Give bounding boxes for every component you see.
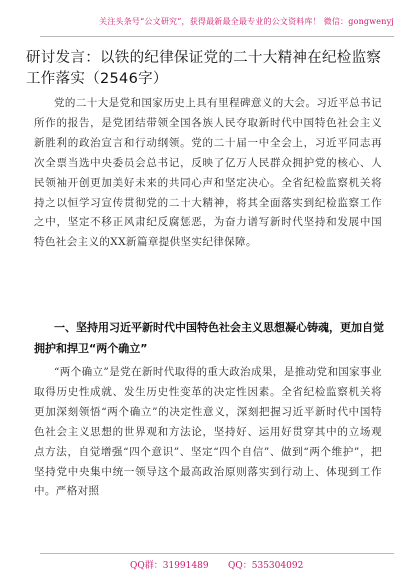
- header-banner-text: 关注头条号“公文研究”，获得最新最全最专业的公文资料库！ 微信：gongwenyj: [99, 17, 394, 26]
- paragraph-section-1: “两个确立”是党在新时代取得的重大政治成果，是推动党和国家事业取得历史性成就、发生历史性变革的决定性因素。全省纪检监察机关将更加深刻领悟“两个确立”的决定性意义，深刻把握习近平新时代中国特色社会主义思想的世界观和方法论，坚持好、运用好贯穿其中的立场观点方法，自觉增强“四个意识”、坚定“四个自信”、做到“两个维护”，把坚持党中央集中统一领导这个最高政治原则落实到行动上、体现到工作中。严格对照: [34, 366, 382, 498]
- footer-qq-contact: QQ：535304092: [228, 561, 304, 571]
- paragraph-intro: 党的二十大是党和国家历史上具有里程碑意义的大会。习近平总书记所作的报告，是党团结带领全国各族人民夺取新时代中国特色社会主义新胜利的政治宣言和行动纲领。党的二十届一中全会上，习近平同志再次全票当选中央委员会总书记，反映了亿万人民群众拥护党的核心、人民领袖开创更加美好未来的共同心声和坚定决心。全省纪检监察机关将持之以恒学习宣传贯彻党的二十大精神，将其全面落实到纪检监察工作之中，坚定不移正风肃纪反腐惩恶，为奋力谱写新时代坚持和发展中国特色社会主义的XX新篇章提供坚实纪律保障。: [34, 97, 382, 249]
- header-banner: [40, 6, 394, 37]
- document-title: 研讨发言：以铁的纪律保证党的二十大精神在纪检监察工作落实（2546字）: [26, 50, 382, 87]
- section-heading-1: 一、坚持用习近平新时代中国特色社会主义思想凝心铸魂，更加自觉拥护和捍卫“两个确立”: [34, 321, 384, 355]
- footer-qq-group: QQ群：31991489: [130, 561, 209, 571]
- footer-banner: [40, 553, 394, 576]
